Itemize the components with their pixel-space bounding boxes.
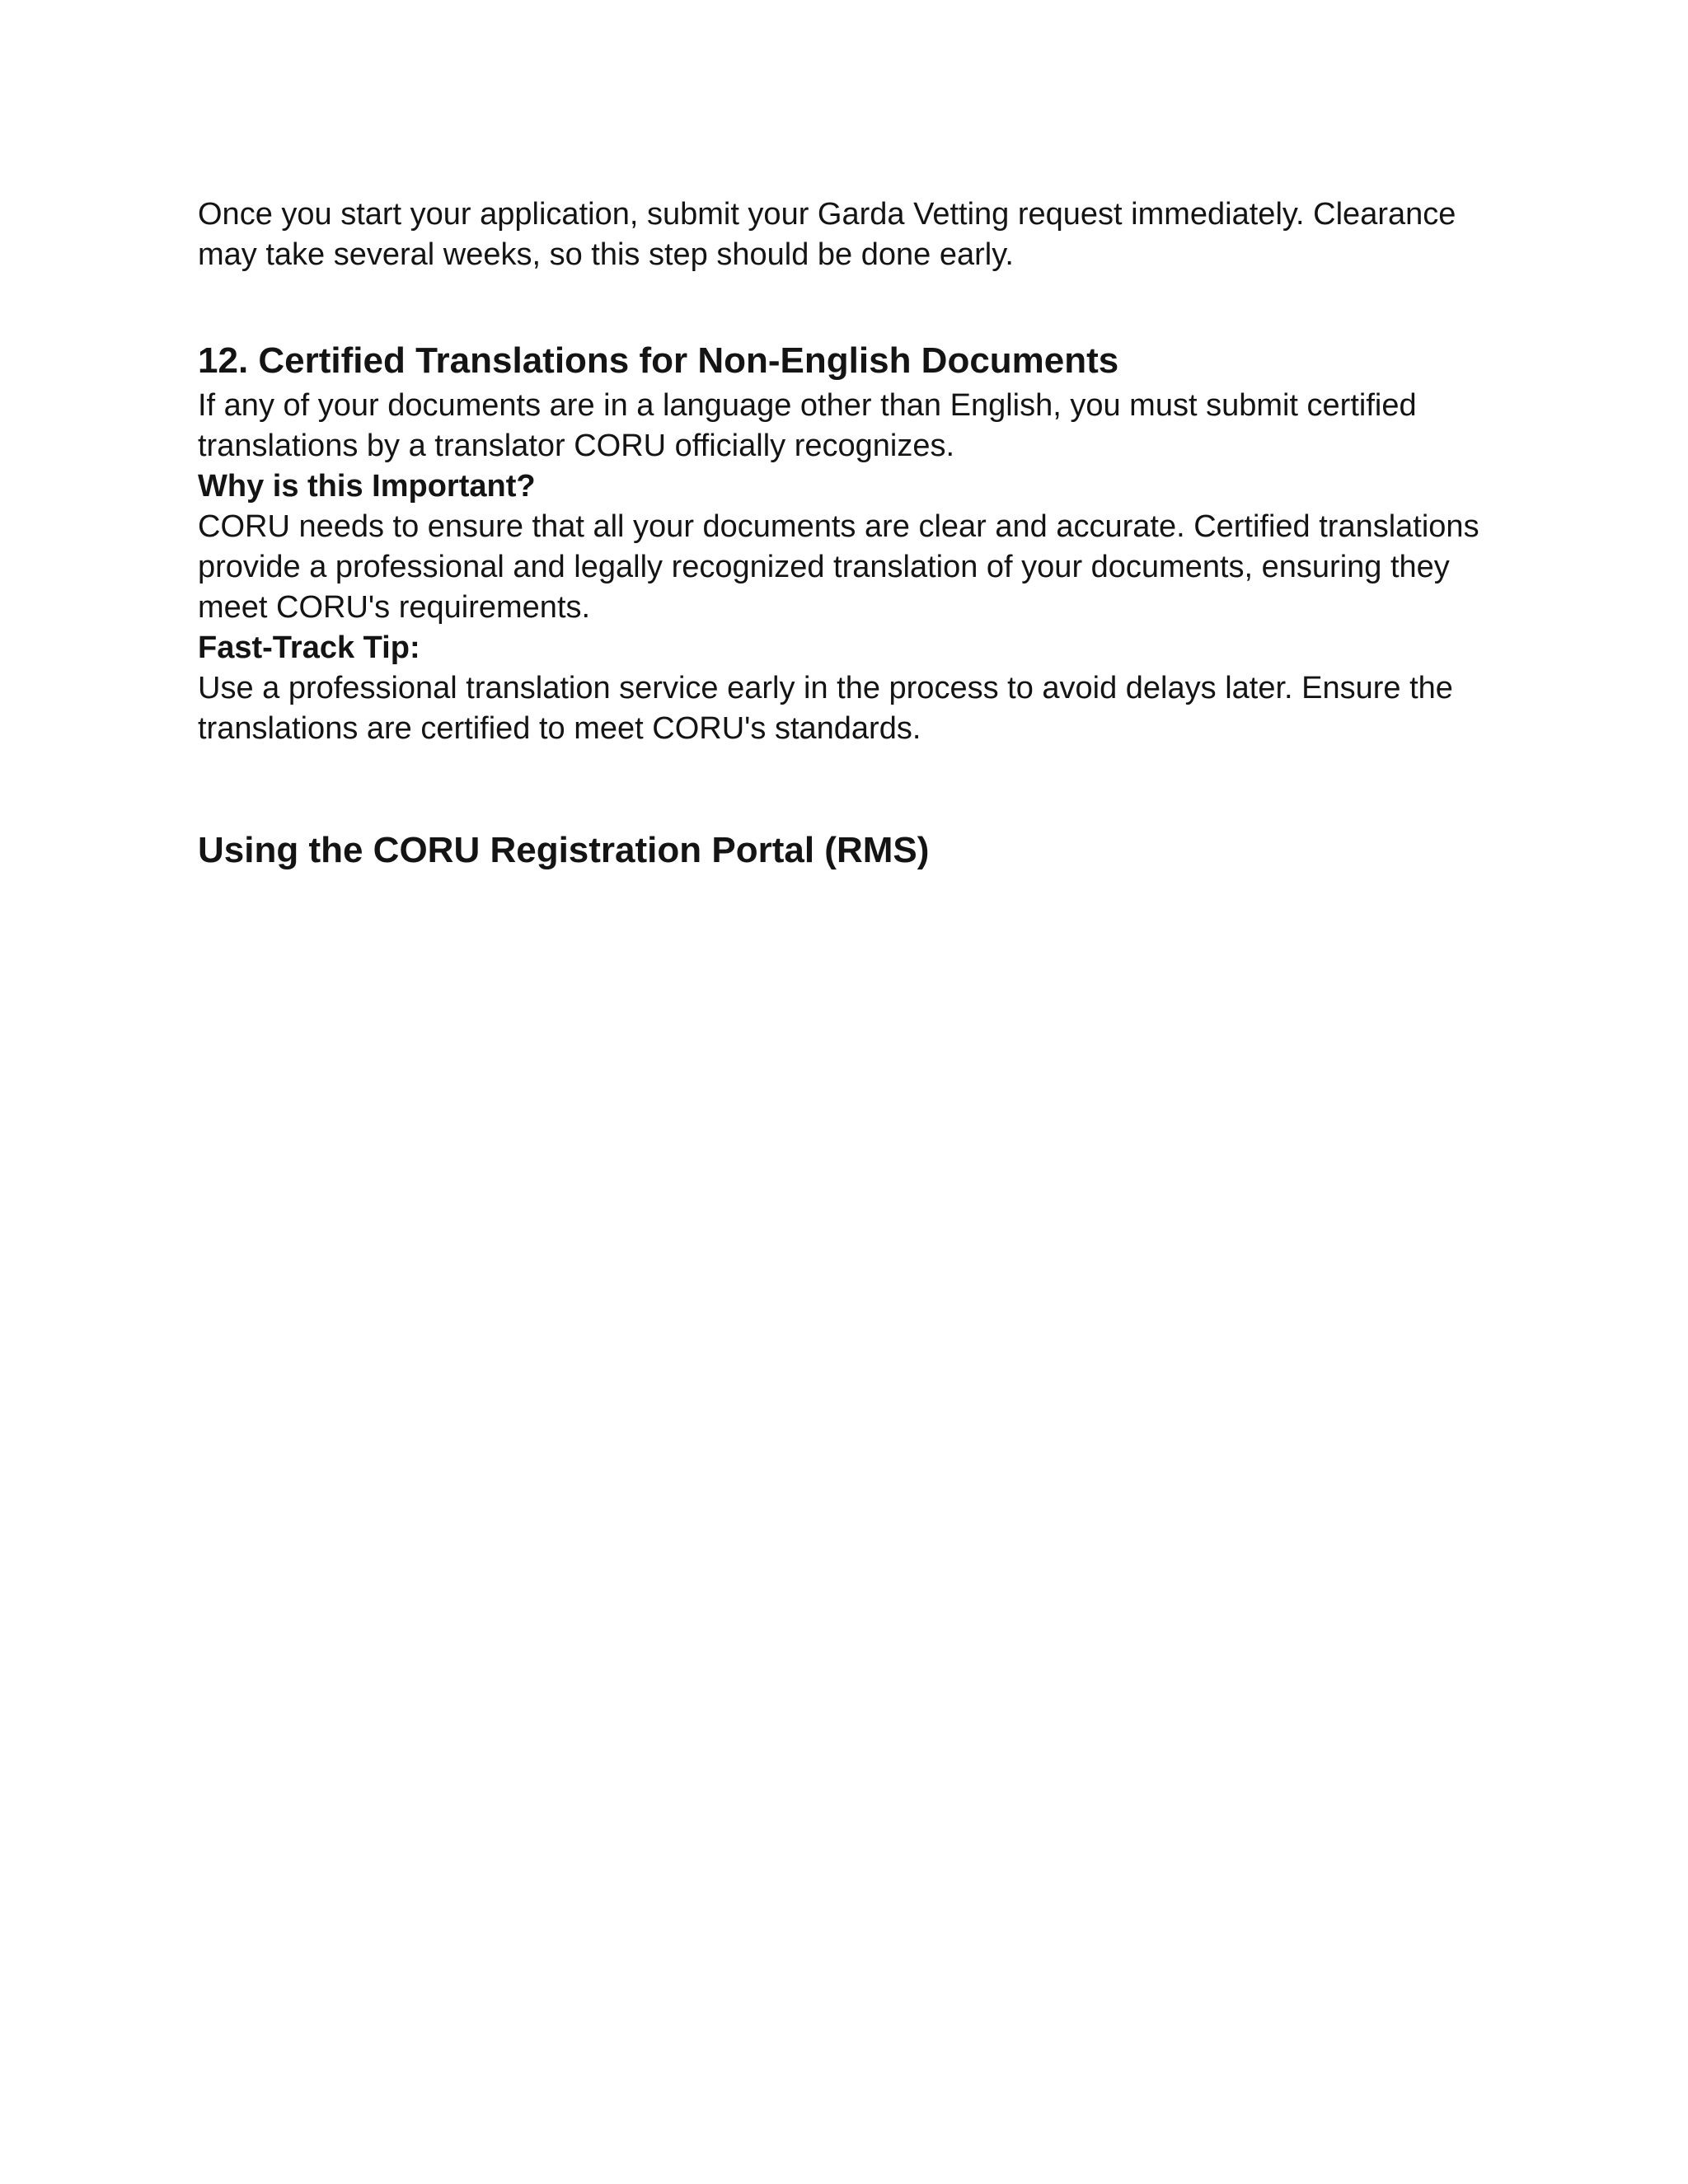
why-important-paragraph: CORU needs to ensure that all your documents are clear and accurate. Certified translations provide a professional and legally recognized translation of your documents, ensuring they meet CORU's requirements. [198,509,1479,625]
fast-track-tip-heading: Fast-Track Tip: [198,630,420,665]
section-heading: 12. Certified Translations for Non-English Documents [198,340,1119,381]
section-registration-portal [198,827,1500,875]
garda-vetting-paragraph: Once you start your application, submit your Garda Vetting request immediately. Clearance may take several weeks, so this step should be done early. [198,197,1456,272]
garda-vetting-paragraph-block [198,194,1500,275]
portal-heading: Using the CORU Registration Portal (RMS) [198,830,930,870]
section-certified-translations [198,338,1500,749]
fast-track-tip-paragraph: Use a professional translation service early in the process to avoid delays later. Ensure the translations are certified to meet CORU's standards. [198,671,1453,746]
why-important-heading: Why is this Important? [198,469,536,504]
section-intro-paragraph: If any of your documents are in a language other than English, you must submit certified translations by a translator CORU officially recognizes. [198,388,1417,463]
